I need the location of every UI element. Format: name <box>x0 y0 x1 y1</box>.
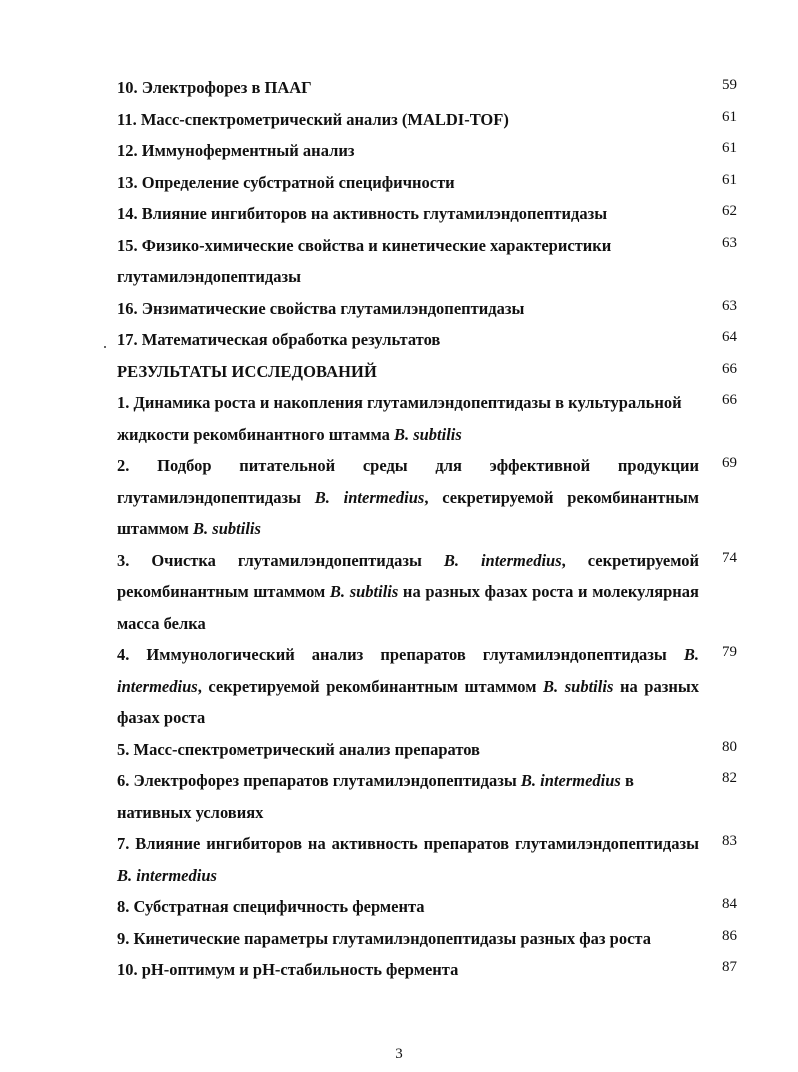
toc-title-species: B. subtilis <box>393 424 462 444</box>
toc-title-species: B. subtilis <box>193 519 261 538</box>
scan-speck <box>104 346 106 348</box>
toc-entry-page: 83 <box>722 833 737 849</box>
toc-entry[interactable] <box>117 828 737 891</box>
toc-entry[interactable] <box>117 954 737 986</box>
toc-entry-page: 84 <box>722 896 737 912</box>
toc-entry-title: 8. Субстратная специфичность фермента <box>117 897 425 916</box>
toc-entry[interactable] <box>117 104 737 136</box>
toc-entry-page: 63 <box>722 297 737 314</box>
toc-entry[interactable] <box>117 545 737 640</box>
toc-entry[interactable] <box>117 639 737 734</box>
toc-title-species: B. intermedius <box>314 487 425 507</box>
page-number: 3 <box>395 1046 403 1062</box>
toc-entry-page: 87 <box>722 959 737 975</box>
toc-title-species: B. intermedius <box>443 550 562 570</box>
toc-title-species: B. intermedius <box>117 865 217 885</box>
toc-entry-title <box>117 545 699 640</box>
toc-title-part: 6. Электрофорез препаратов глутамилэндопептидазы <box>117 771 521 790</box>
toc-title-species: B. intermedius <box>117 645 699 696</box>
toc-entry-page: 63 <box>722 234 737 251</box>
toc-entry-page: 69 <box>722 455 737 471</box>
toc-entry-page: 66 <box>722 360 737 377</box>
toc-entry-title: 11. Масс-спектрометрический анализ (MALDI-TOF) <box>117 109 509 129</box>
toc-entry[interactable] <box>117 450 737 545</box>
toc-title-part: , секретируемой рекомбинантным штаммом <box>117 487 699 538</box>
toc-entry-page: 64 <box>722 329 737 345</box>
toc-entry-page: 79 <box>722 644 737 660</box>
toc-entry-title <box>117 765 699 828</box>
toc-title-part: 1. Динамика роста и накопления глутамилэндопептидазы в культуральной жидкости рекомбинантного штамма <box>117 393 682 444</box>
toc-entry-page: 74 <box>722 549 737 566</box>
toc-title-part: в нативных условиях <box>117 771 634 822</box>
toc-entry[interactable] <box>117 135 737 167</box>
toc-entry-title: 13. Определение субстратной специфичности <box>117 172 455 192</box>
toc-entry-title: 14. Влияние ингибиторов на активность глутамилэндопептидазы <box>117 204 608 223</box>
toc-entry-title: 16. Энзиматические свойства глутамилэндопептидазы <box>117 298 525 318</box>
toc-entry[interactable] <box>117 167 737 199</box>
toc-title-part: на разных фазах роста и молекулярная масса белка <box>117 582 699 633</box>
toc-entry[interactable] <box>117 891 737 923</box>
toc-entry-page: 59 <box>722 77 737 93</box>
table-of-contents <box>117 72 737 986</box>
toc-entry-page: 86 <box>722 927 737 944</box>
toc-title-species: B. intermedius <box>520 771 621 790</box>
toc-entry[interactable] <box>117 230 737 293</box>
toc-entry-page: 80 <box>722 738 737 755</box>
toc-entry-title <box>117 387 699 450</box>
toc-entry[interactable] <box>117 765 737 828</box>
toc-entry-title: 10. pH-оптимум и pH-стабильность фермента <box>117 960 459 979</box>
toc-entry[interactable] <box>117 387 737 450</box>
toc-entry-title <box>117 450 699 545</box>
toc-title-species: B. subtilis <box>329 582 399 601</box>
toc-entry-title: 10. Электрофорез в ПААГ <box>117 78 312 97</box>
toc-entry-page: 62 <box>722 203 737 219</box>
toc-entry[interactable] <box>117 734 737 766</box>
toc-entry-title: 9. Кинетические параметры глутамилэндопептидазы разных фаз роста <box>117 928 651 948</box>
toc-entry[interactable] <box>117 923 737 955</box>
toc-entry-title: 5. Масс-спектрометрический анализ препаратов <box>117 739 480 759</box>
toc-title-part: , секретируемой рекомбинантным штаммом <box>197 676 544 696</box>
toc-entry-title: 12. Иммуноферментный анализ <box>117 141 355 160</box>
toc-entry-title <box>117 639 699 734</box>
toc-entry-page: 61 <box>722 108 737 125</box>
toc-entry-title <box>117 828 699 891</box>
toc-title-part: 3. Очистка глутамилэндопептидазы <box>117 550 444 570</box>
toc-entry-page: 61 <box>722 171 737 188</box>
toc-entry-page: 61 <box>722 140 737 156</box>
toc-title-part: на разных фазах роста <box>117 676 699 727</box>
toc-section-heading[interactable] <box>117 356 737 388</box>
toc-entry[interactable] <box>117 198 737 230</box>
toc-entry-page: 66 <box>722 392 737 408</box>
toc-title-part: 2. Подбор питательной среды для эффективной продукции глутамилэндопептидазы <box>117 456 699 507</box>
toc-entry[interactable] <box>117 293 737 325</box>
toc-title-part: , секретируемой рекомбинантным штаммом <box>117 550 699 601</box>
toc-title-part: 4. Иммунологический анализ препаратов глутамилэндопептидазы <box>117 645 684 664</box>
toc-entry-title: РЕЗУЛЬТАТЫ ИССЛЕДОВАНИЙ <box>117 361 377 381</box>
toc-title-species: B. subtilis <box>543 676 614 696</box>
toc-entry-title: 17. Математическая обработка результатов <box>117 330 441 349</box>
toc-entry[interactable] <box>117 72 737 104</box>
toc-entry-page: 82 <box>722 770 737 786</box>
toc-entry[interactable] <box>117 324 737 356</box>
toc-title-part: 7. Влияние ингибиторов на активность препаратов глутамилэндопептидазы <box>117 834 699 853</box>
toc-entry-title: 15. Физико-химические свойства и кинетические характеристики глутамилэндопептидазы <box>117 235 612 286</box>
